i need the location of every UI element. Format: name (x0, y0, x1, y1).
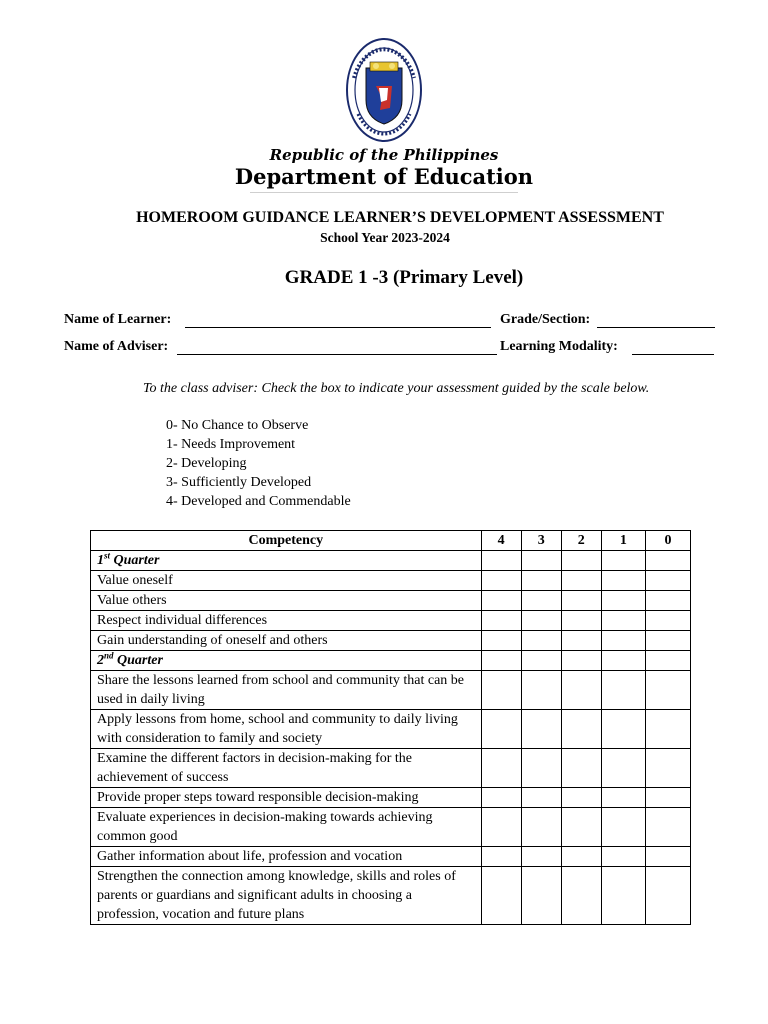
competency-cell: Gain understanding of oneself and others (91, 631, 482, 651)
rating-scale-list (166, 416, 351, 511)
department-heading: Department of Education (234, 164, 534, 189)
rating-3-checkbox[interactable] (521, 710, 561, 749)
rating-cell (561, 551, 601, 571)
quarter-heading-1: 1st Quarter (91, 551, 482, 571)
rating-2-checkbox[interactable] (561, 788, 601, 808)
rating-3-checkbox[interactable] (521, 611, 561, 631)
rating-3-checkbox[interactable] (521, 591, 561, 611)
school-year: School Year 2023-2024 (320, 230, 450, 245)
rating-1-checkbox[interactable] (601, 611, 645, 631)
rating-3-checkbox[interactable] (521, 671, 561, 710)
table-header-row (91, 531, 691, 551)
table-row (91, 571, 691, 591)
table-row (91, 867, 691, 925)
rating-0-checkbox[interactable] (645, 611, 690, 631)
table-row (91, 710, 691, 749)
rating-cell (645, 551, 690, 571)
rating-4-checkbox[interactable] (481, 591, 521, 611)
quarter-heading-2: 2nd Quarter (91, 651, 482, 671)
competency-cell: Gather information about life, profession and vocation (91, 847, 482, 867)
rating-cell (481, 551, 521, 571)
rating-1-checkbox[interactable] (601, 808, 645, 847)
adviser-name-label: Name of Adviser: (64, 339, 169, 354)
rating-4-checkbox[interactable] (481, 571, 521, 591)
rating-0-checkbox[interactable] (645, 847, 690, 867)
rating-cell (645, 651, 690, 671)
rating-2-checkbox[interactable] (561, 671, 601, 710)
rating-2-checkbox[interactable] (561, 611, 601, 631)
adviser-instruction: To the class adviser: Check the box to indicate your assessment guided by the scale below. (143, 381, 650, 396)
table-row (91, 847, 691, 867)
adviser-row (64, 339, 716, 359)
competency-cell: Strengthen the connection among knowledge, skills and roles of parents or guardians and significant adults in choosing a profession, vocation and future plans (91, 867, 482, 925)
rating-2-checkbox[interactable] (561, 571, 601, 591)
rating-1-checkbox[interactable] (601, 710, 645, 749)
rating-0-checkbox[interactable] (645, 571, 690, 591)
scale-item: 0- No Chance to Observe (166, 418, 309, 433)
rating-2-checkbox[interactable] (561, 710, 601, 749)
table-row (91, 671, 691, 710)
table-row (91, 611, 691, 631)
rating-2-checkbox[interactable] (561, 631, 601, 651)
rating-4-checkbox[interactable] (481, 671, 521, 710)
rating-3-checkbox[interactable] (521, 631, 561, 651)
rating-4-checkbox[interactable] (481, 867, 521, 925)
table-row (91, 788, 691, 808)
scale-item: 2- Developing (166, 456, 247, 471)
competency-cell: Apply lessons from home, school and community to daily living with consideration to family and society (91, 710, 482, 749)
rating-3-checkbox[interactable] (521, 867, 561, 925)
rating-4-checkbox[interactable] (481, 847, 521, 867)
rating-4-checkbox[interactable] (481, 710, 521, 749)
rating-2-checkbox[interactable] (561, 591, 601, 611)
grade-level-title: GRADE 1 -3 (Primary Level) (284, 267, 524, 288)
rating-4-checkbox[interactable] (481, 749, 521, 788)
competency-cell: Evaluate experiences in decision-making towards achieving common good (91, 808, 482, 847)
rating-0-checkbox[interactable] (645, 749, 690, 788)
rating-0-checkbox[interactable] (645, 631, 690, 651)
rating-cell (601, 551, 645, 571)
quarter-row-1 (91, 551, 691, 571)
rating-0-checkbox[interactable] (645, 808, 690, 847)
table-row (91, 808, 691, 847)
rating-cell (521, 551, 561, 571)
rating-4-checkbox[interactable] (481, 808, 521, 847)
table-row (91, 749, 691, 788)
learning-modality-field[interactable] (632, 354, 714, 355)
document-title: HOMEROOM GUIDANCE LEARNER’S DEVELOPMENT ASSESSMENT (136, 209, 664, 226)
rating-3-checkbox[interactable] (521, 749, 561, 788)
rating-cell (481, 651, 521, 671)
rating-3-checkbox[interactable] (521, 808, 561, 847)
deped-seal-logo (346, 38, 422, 144)
column-header-rating: 3 (521, 531, 561, 551)
rating-3-checkbox[interactable] (521, 571, 561, 591)
scale-item: 1- Needs Improvement (166, 437, 296, 452)
scale-item: 4- Developed and Commendable (166, 494, 351, 509)
rating-1-checkbox[interactable] (601, 847, 645, 867)
rating-2-checkbox[interactable] (561, 808, 601, 847)
learner-row (64, 312, 716, 332)
rating-2-checkbox[interactable] (561, 867, 601, 925)
competency-cell: Respect individual differences (91, 611, 482, 631)
rating-3-checkbox[interactable] (521, 788, 561, 808)
rating-1-checkbox[interactable] (601, 788, 645, 808)
grade-section-field[interactable] (597, 327, 715, 328)
rating-4-checkbox[interactable] (481, 611, 521, 631)
column-header-rating: 2 (561, 531, 601, 551)
competency-cell: Share the lessons learned from school and community that can be used in daily living (91, 671, 482, 710)
rating-1-checkbox[interactable] (601, 631, 645, 651)
rating-1-checkbox[interactable] (601, 571, 645, 591)
competency-cell: Provide proper steps toward responsible decision-making (91, 788, 482, 808)
rating-1-checkbox[interactable] (601, 671, 645, 710)
column-header-rating: 1 (601, 531, 645, 551)
rating-0-checkbox[interactable] (645, 710, 690, 749)
rating-0-checkbox[interactable] (645, 591, 690, 611)
learner-name-field[interactable] (185, 327, 491, 328)
rating-4-checkbox[interactable] (481, 788, 521, 808)
rating-cell (521, 651, 561, 671)
rating-cell (601, 651, 645, 671)
adviser-name-field[interactable] (177, 354, 497, 355)
quarter-row-2 (91, 651, 691, 671)
rating-3-checkbox[interactable] (521, 847, 561, 867)
rating-1-checkbox[interactable] (601, 749, 645, 788)
republic-heading: Republic of the Philippines (269, 146, 499, 164)
rating-cell (561, 651, 601, 671)
scale-item: 3- Sufficiently Developed (166, 475, 312, 490)
learning-modality-label: Learning Modality: (500, 339, 618, 354)
column-header-rating: 0 (645, 531, 690, 551)
rating-1-checkbox[interactable] (601, 867, 645, 925)
rating-2-checkbox[interactable] (561, 749, 601, 788)
competency-cell: Value others (91, 591, 482, 611)
rating-0-checkbox[interactable] (645, 788, 690, 808)
learner-name-label: Name of Learner: (64, 312, 172, 327)
table-row (91, 631, 691, 651)
column-header-competency: Competency (91, 531, 482, 551)
grade-section-label: Grade/Section: (500, 312, 591, 327)
rating-0-checkbox[interactable] (645, 671, 690, 710)
competency-table (90, 530, 691, 925)
rating-0-checkbox[interactable] (645, 867, 690, 925)
rating-4-checkbox[interactable] (481, 631, 521, 651)
competency-cell: Examine the different factors in decision-making for the achievement of success (91, 749, 482, 788)
rating-1-checkbox[interactable] (601, 591, 645, 611)
header-divider (250, 192, 518, 193)
rating-2-checkbox[interactable] (561, 847, 601, 867)
competency-cell: Value oneself (91, 571, 482, 591)
column-header-rating: 4 (481, 531, 521, 551)
table-row (91, 591, 691, 611)
